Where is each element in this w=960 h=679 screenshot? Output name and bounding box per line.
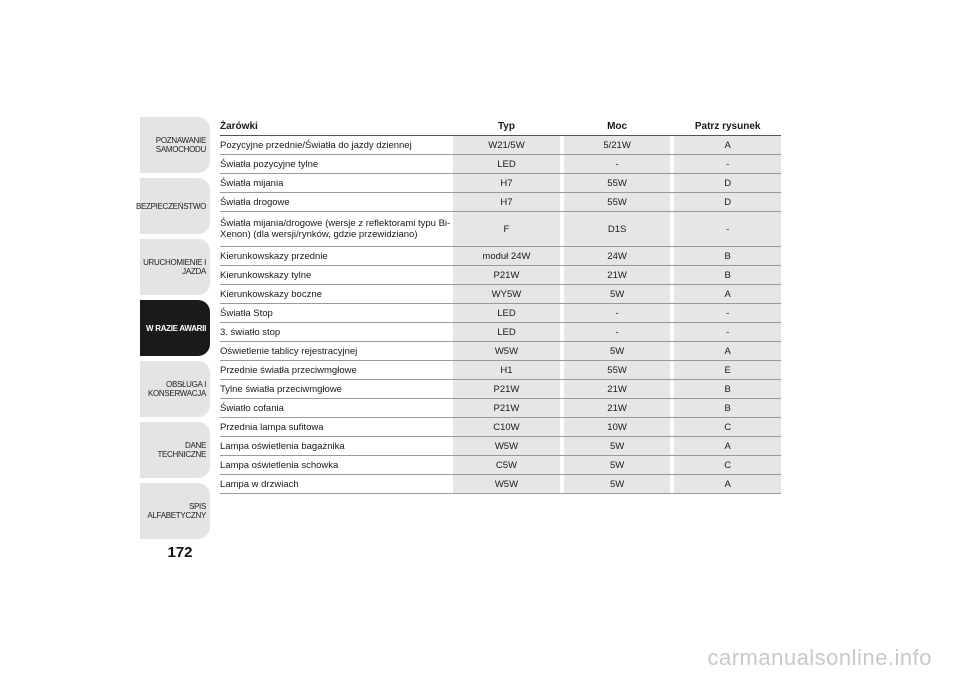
table-row — [220, 456, 781, 475]
side-tab[interactable] — [140, 300, 210, 356]
table-body — [220, 136, 781, 494]
bulb-power: 5W — [564, 456, 671, 474]
table-row — [220, 361, 781, 380]
bulb-power: 10W — [564, 418, 671, 436]
bulb-power: 24W — [564, 247, 671, 265]
bulb-type: F — [453, 212, 560, 246]
side-tab[interactable] — [140, 117, 210, 173]
side-tab-navigation — [135, 117, 210, 544]
bulb-type: LED — [453, 304, 560, 322]
bulb-figure: A — [674, 136, 781, 154]
bulb-name: Tylne światła przeciwmgłowe — [220, 383, 342, 395]
bulb-type: H1 — [453, 361, 560, 379]
bulb-name: Światła pozycyjne tylne — [220, 158, 319, 170]
bulb-name: Światła mijania/drogowe (wersje z reflektorami typu Bi-Xenon) (dla wersji/rynków, gdzie przewidziano) — [220, 218, 451, 240]
bulb-name: Przednie światła przeciwmgłowe — [220, 364, 357, 376]
bulb-figure: E — [674, 361, 781, 379]
bulb-name: Oświetlenie tablicy rejestracyjnej — [220, 345, 358, 357]
bulb-type: C10W — [453, 418, 560, 436]
table-row — [220, 399, 781, 418]
table-row — [220, 285, 781, 304]
bulb-name: Kierunkowskazy boczne — [220, 288, 322, 300]
bulb-figure: C — [674, 418, 781, 436]
bulb-type: W5W — [453, 475, 560, 493]
bulb-figure: B — [674, 266, 781, 284]
table-row — [220, 418, 781, 437]
bulb-figure: B — [674, 247, 781, 265]
bulb-type: W5W — [453, 437, 560, 455]
bulb-name: Pozycyjne przednie/Światła do jazdy dziennej — [220, 139, 412, 151]
side-tab-label: POZNAWANIE SAMOCHODU — [155, 136, 206, 154]
bulb-figure: B — [674, 399, 781, 417]
page-number: 172 — [167, 544, 193, 561]
bulb-name: Światła Stop — [220, 307, 273, 319]
side-tab[interactable] — [140, 239, 210, 295]
bulb-power: 55W — [564, 193, 671, 211]
header-power: Moc — [607, 120, 628, 132]
bulb-power: 55W — [564, 361, 671, 379]
table-row — [220, 266, 781, 285]
table-row — [220, 136, 781, 155]
bulb-type: H7 — [453, 174, 560, 192]
bulb-power: 55W — [564, 174, 671, 192]
bulb-figure: A — [674, 285, 781, 303]
bulb-power: D1S — [564, 212, 671, 246]
bulb-type: P21W — [453, 266, 560, 284]
bulb-name: Kierunkowskazy przednie — [220, 250, 328, 262]
table-header-row — [220, 117, 781, 136]
bulb-figure: C — [674, 456, 781, 474]
bulb-power: 5W — [564, 342, 671, 360]
table-row — [220, 155, 781, 174]
bulb-power: - — [564, 304, 671, 322]
header-figure: Patrz rysunek — [694, 120, 761, 132]
bulb-figure: B — [674, 380, 781, 398]
bulb-type: C5W — [453, 456, 560, 474]
bulb-name: Lampa w drzwiach — [220, 478, 299, 490]
table-row — [220, 475, 781, 494]
side-tab[interactable] — [140, 422, 210, 478]
side-tab-label: BEZPIECZEŃSTWO — [135, 201, 206, 211]
bulb-power: - — [564, 155, 671, 173]
side-tab-label: OBSŁUGA I KONSERWACJA — [147, 380, 206, 398]
header-bulbs: Żarówki — [220, 120, 258, 132]
bulb-figure: D — [674, 174, 781, 192]
side-tab[interactable] — [140, 361, 210, 417]
side-tab-label: DANE TECHNICZNE — [157, 441, 206, 459]
bulb-name: Lampa oświetlenia schowka — [220, 459, 339, 471]
bulb-type: LED — [453, 323, 560, 341]
bulb-figure: - — [674, 155, 781, 173]
bulb-type: P21W — [453, 380, 560, 398]
bulb-power: 21W — [564, 266, 671, 284]
bulb-power: - — [564, 323, 671, 341]
bulb-type: LED — [453, 155, 560, 173]
watermark: carmanualsonline.info — [707, 645, 932, 670]
table-row — [220, 212, 781, 247]
table-row — [220, 247, 781, 266]
table-row — [220, 342, 781, 361]
bulb-name: Lampa oświetlenia bagażnika — [220, 440, 345, 452]
bulb-figure: A — [674, 437, 781, 455]
side-tab[interactable] — [135, 178, 210, 234]
bulb-name: Światła drogowe — [220, 196, 290, 208]
bulb-power: 5/21W — [564, 136, 671, 154]
bulb-type: W5W — [453, 342, 560, 360]
side-tab[interactable] — [140, 483, 210, 539]
bulb-figure: - — [674, 212, 781, 246]
bulb-power: 5W — [564, 437, 671, 455]
bulb-name: Kierunkowskazy tylne — [220, 269, 312, 281]
table-row — [220, 193, 781, 212]
table-row — [220, 437, 781, 456]
header-type: Typ — [497, 120, 515, 132]
bulb-type: moduł 24W — [453, 247, 560, 265]
bulb-name: Światła mijania — [220, 177, 284, 189]
bulb-table — [220, 117, 781, 494]
bulb-figure: D — [674, 193, 781, 211]
bulb-type: WY5W — [453, 285, 560, 303]
bulb-name: Przednia lampa sufitowa — [220, 421, 324, 433]
side-tab-label: URUCHOMIENIE I JAZDA — [143, 258, 206, 276]
table-row — [220, 174, 781, 193]
bulb-power: 21W — [564, 380, 671, 398]
bulb-name: 3. światło stop — [220, 326, 281, 338]
bulb-type: P21W — [453, 399, 560, 417]
bulb-figure: - — [674, 304, 781, 322]
bulb-type: W21/5W — [453, 136, 560, 154]
bulb-figure: A — [674, 342, 781, 360]
side-tab-label: SPIS ALFABETYCZNY — [147, 502, 206, 520]
bulb-power: 21W — [564, 399, 671, 417]
bulb-power: 5W — [564, 475, 671, 493]
bulb-figure: - — [674, 323, 781, 341]
side-tab-label: W RAZIE AWARII — [146, 323, 206, 333]
table-row — [220, 304, 781, 323]
bulb-power: 5W — [564, 285, 671, 303]
bulb-figure: A — [674, 475, 781, 493]
table-row — [220, 323, 781, 342]
bulb-name: Światło cofania — [220, 402, 284, 414]
bulb-type: H7 — [453, 193, 560, 211]
table-row — [220, 380, 781, 399]
